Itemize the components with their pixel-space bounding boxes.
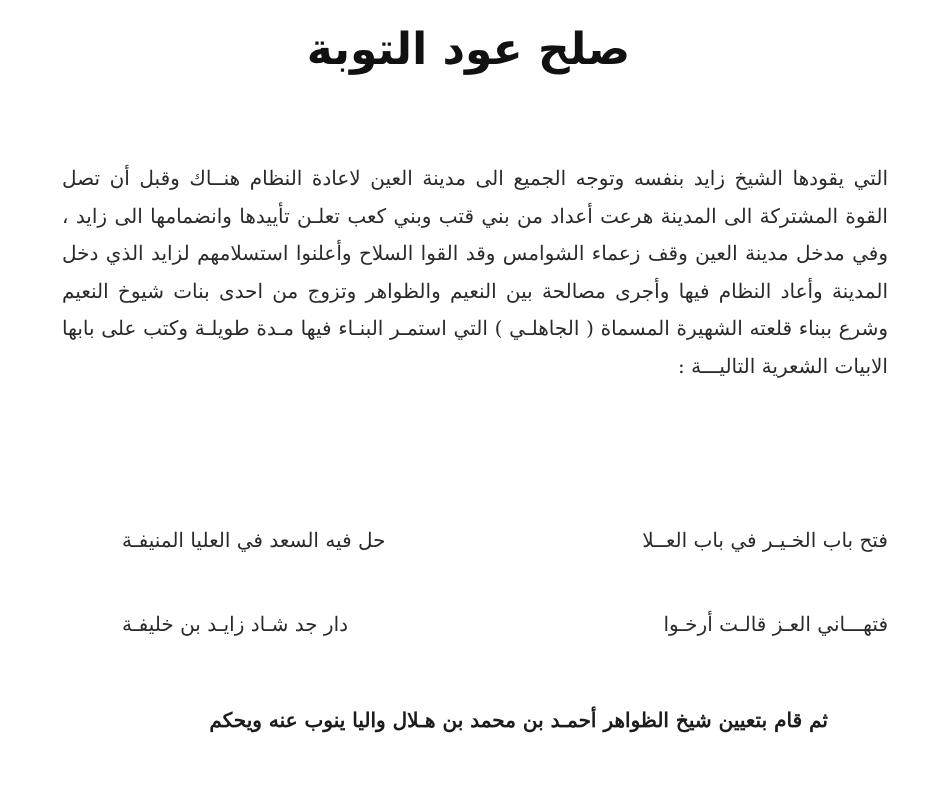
page-title: صلح عود التوبة [306, 24, 631, 75]
verse-1-second-hemistich: حل فيه السعد في العليا المنيفـة [122, 528, 386, 552]
verse-1-first-hemistich: فتح باب الخـيـر في باب العــلا [642, 528, 888, 552]
verse-2-second-hemistich: دار جد شـاد زايـد بن خليفـة [122, 612, 349, 636]
closing-line: ثم قام بتعيين شيخ الظواهر أحمـد بن محمد بن هـلال واليا ينوب عنه ويحكم [209, 708, 828, 732]
verse-line-2 [62, 612, 918, 636]
verse-2-first-hemistich: فتهـــاني العـز قالـت أرخـوا [663, 612, 888, 636]
main-paragraph: التي يقودها الشيخ زايد بنفسه وتوجه الجميع الى مدينة العين لاعادة النظام هنــاك وقبل أن تصل القوة المشتركة الى المدينة هرعت أعداد من بني قتب وبني كعب تعلـن تأييدها وانضمامها الى زايد ، وفي مدخل مدينة العين وقف زعماء الشوامس وقد القوا السلاح وأعلنوا استسلامهم لزايد الذي دخل المدينة وأعاد النظام فيها وأجرى مصالحة بين النعيم والظواهر وتزوج من احدى بنات شيوخ النعيم وشرع ببناء قلعته الشهيرة المسماة ( الجاهلـي ) التي استمـر البنـاء فيها مـدة طويلـة وكتب على بابها الابيات الشعرية التاليـــة : [62, 166, 888, 378]
scanned-text-block [62, 160, 888, 790]
verse-line-1 [62, 528, 918, 552]
